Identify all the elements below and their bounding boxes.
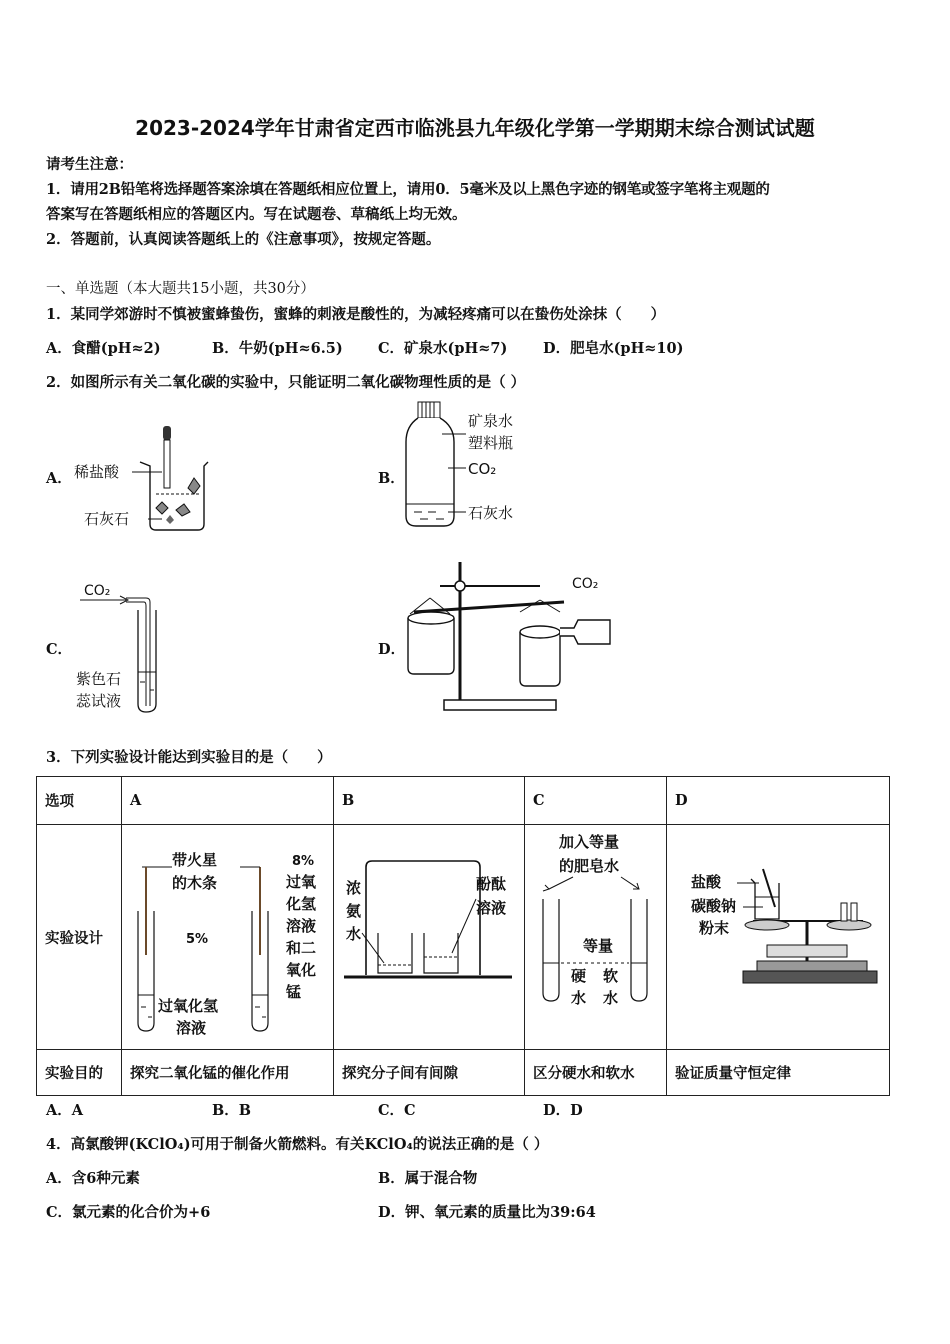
- svg-text:过氧化氢: 过氧化氢: [158, 997, 219, 1015]
- q2-option-c[interactable]: C．: [46, 641, 73, 658]
- q2-figure-d: [400, 556, 620, 716]
- table-header-option: 选项: [37, 777, 122, 825]
- q2-figure-c: [70, 580, 170, 714]
- table-row-design: [37, 825, 890, 1050]
- q1-option-d[interactable]: D．肥皂水(pH≈10): [543, 340, 684, 357]
- svg-text:带火星: 带火星: [172, 851, 218, 869]
- svg-text:粉末: 粉末: [699, 919, 730, 937]
- figure-label-co2: CO₂: [572, 576, 599, 592]
- figure-label-limewater: 石灰水: [468, 504, 514, 522]
- svg-text:的肥皂水: 的肥皂水: [559, 857, 620, 875]
- q3-figure-b: [334, 825, 524, 1045]
- q4-option-c[interactable]: C．氯元素的化合价为+6: [46, 1204, 211, 1221]
- q1-stem: 1．某同学郊游时不慎被蜜蜂蛰伤，蜜蜂的刺液是酸性的，为减轻疼痛可以在蛰伤处涂抹（ ）: [46, 306, 666, 323]
- figure-label-limestone: 石灰石: [84, 510, 130, 528]
- page-title: 2023-2024学年甘肃省定西市临洮县九年级化学第一学期期末综合测试试题: [135, 116, 815, 140]
- notice-line-1b: 答案写在答题纸相应的答题区内。写在试题卷、草稿纸上均无效。: [46, 206, 467, 223]
- cell-design-a: [122, 825, 334, 1050]
- notice-heading: 请考生注意：: [46, 156, 133, 173]
- table-header-a: A: [122, 777, 334, 825]
- q3-option-d[interactable]: D．D: [543, 1102, 583, 1119]
- svg-text:软: 软: [603, 967, 619, 985]
- svg-text:盐酸: 盐酸: [691, 873, 722, 891]
- figure-label-litmus-2: 蕊试液: [76, 692, 122, 710]
- svg-text:水: 水: [571, 989, 587, 1007]
- q2-option-a[interactable]: A．: [46, 470, 72, 487]
- row-label-goal: 实验目的: [37, 1050, 122, 1096]
- svg-text:溶液: 溶液: [476, 899, 507, 917]
- svg-text:碳酸钠: 碳酸钠: [691, 897, 737, 915]
- q1-option-b[interactable]: B．牛奶(pH≈6.5): [212, 340, 343, 357]
- figure-label-acid: 稀盐酸: [74, 463, 120, 481]
- q4-option-a[interactable]: A．含6种元素: [46, 1170, 140, 1187]
- svg-text:水: 水: [346, 925, 362, 943]
- figure-label-co2: CO₂: [84, 583, 111, 599]
- q3-figure-d: [667, 825, 889, 1045]
- cell-design-d: [667, 825, 890, 1050]
- q2-option-d[interactable]: D．: [378, 641, 406, 658]
- cell-design-c: [525, 825, 667, 1050]
- svg-text:过氧: 过氧: [286, 873, 317, 891]
- section-heading: 一、单选题（本大题共15小题，共30分）: [46, 281, 315, 297]
- svg-text:加入等量: 加入等量: [559, 833, 620, 851]
- svg-text:等量: 等量: [583, 937, 614, 955]
- notice-line-2: 2．答题前，认真阅读答题纸上的《注意事项》，按规定答题。: [46, 231, 441, 248]
- goal-a: 探究二氧化锰的催化作用: [122, 1050, 334, 1096]
- q3-option-b[interactable]: B．B: [212, 1102, 252, 1119]
- figure-label-litmus-1: 紫色石: [76, 670, 122, 688]
- q2-stem: 2．如图所示有关二氧化碳的实验中，只能证明二氧化碳物理性质的是（ ）: [46, 374, 526, 391]
- svg-text:溶液: 溶液: [176, 1019, 207, 1037]
- notice-line-1a: 1．请用2B铅笔将选择题答案涂填在答题纸相应位置上，请用0．5毫米及以上黑色字迹的钢笔或签字笔将主观题的: [46, 181, 770, 198]
- svg-text:氨: 氨: [346, 902, 362, 920]
- svg-text:和二: 和二: [286, 939, 317, 957]
- q1-option-c[interactable]: C．矿泉水(pH≈7): [378, 340, 508, 357]
- figure-label-co2: CO₂: [468, 460, 497, 478]
- q2-figure-b: [400, 398, 550, 532]
- svg-text:溶液: 溶液: [286, 917, 317, 935]
- table-row-goal: [37, 1050, 890, 1096]
- table-header-d: D: [667, 777, 890, 825]
- svg-text:锰: 锰: [286, 983, 302, 1001]
- q4-option-b[interactable]: B．属于混合物: [378, 1170, 478, 1187]
- q3-figure-c: [525, 825, 666, 1045]
- table-header-b: B: [334, 777, 525, 825]
- q3-option-a[interactable]: A．A: [46, 1102, 84, 1119]
- svg-text:8%: 8%: [292, 854, 315, 869]
- svg-text:浓: 浓: [346, 879, 362, 897]
- svg-text:水: 水: [603, 989, 619, 1007]
- goal-d: 验证质量守恒定律: [667, 1050, 890, 1096]
- q3-table: [36, 776, 890, 1096]
- table-header-c: C: [525, 777, 667, 825]
- q1-option-a[interactable]: A．食醋(pH≈2): [46, 340, 161, 357]
- table-header-row: [37, 777, 890, 825]
- svg-text:的木条: 的木条: [172, 874, 218, 892]
- q2-figure-a: [70, 424, 220, 536]
- goal-c: 区分硬水和软水: [525, 1050, 667, 1096]
- svg-text:5%: 5%: [186, 932, 209, 947]
- svg-text:化氢: 化氢: [286, 895, 317, 913]
- q4-option-d[interactable]: D．钾、氧元素的质量比为39:64: [378, 1204, 596, 1221]
- q3-stem: 3．下列实验设计能达到实验目的是（ ）: [46, 749, 332, 766]
- svg-text:酚酞: 酚酞: [476, 875, 507, 893]
- figure-label-mineral-water: 矿泉水: [468, 412, 514, 430]
- svg-text:氧化: 氧化: [286, 961, 317, 979]
- figure-label-plastic-bottle: 塑料瓶: [468, 434, 514, 452]
- q2-option-b[interactable]: B．: [378, 470, 405, 487]
- cell-design-b: [334, 825, 525, 1050]
- q3-figure-a: [122, 825, 333, 1045]
- row-label-design: 实验设计: [37, 825, 122, 1050]
- q4-stem: 4．高氯酸钾(KClO₄)可用于制备火箭燃料。有关KClO₄的说法正确的是（ ）: [46, 1136, 549, 1153]
- svg-text:硬: 硬: [571, 967, 587, 985]
- goal-b: 探究分子间有间隙: [334, 1050, 525, 1096]
- q3-option-c[interactable]: C．C: [378, 1102, 416, 1119]
